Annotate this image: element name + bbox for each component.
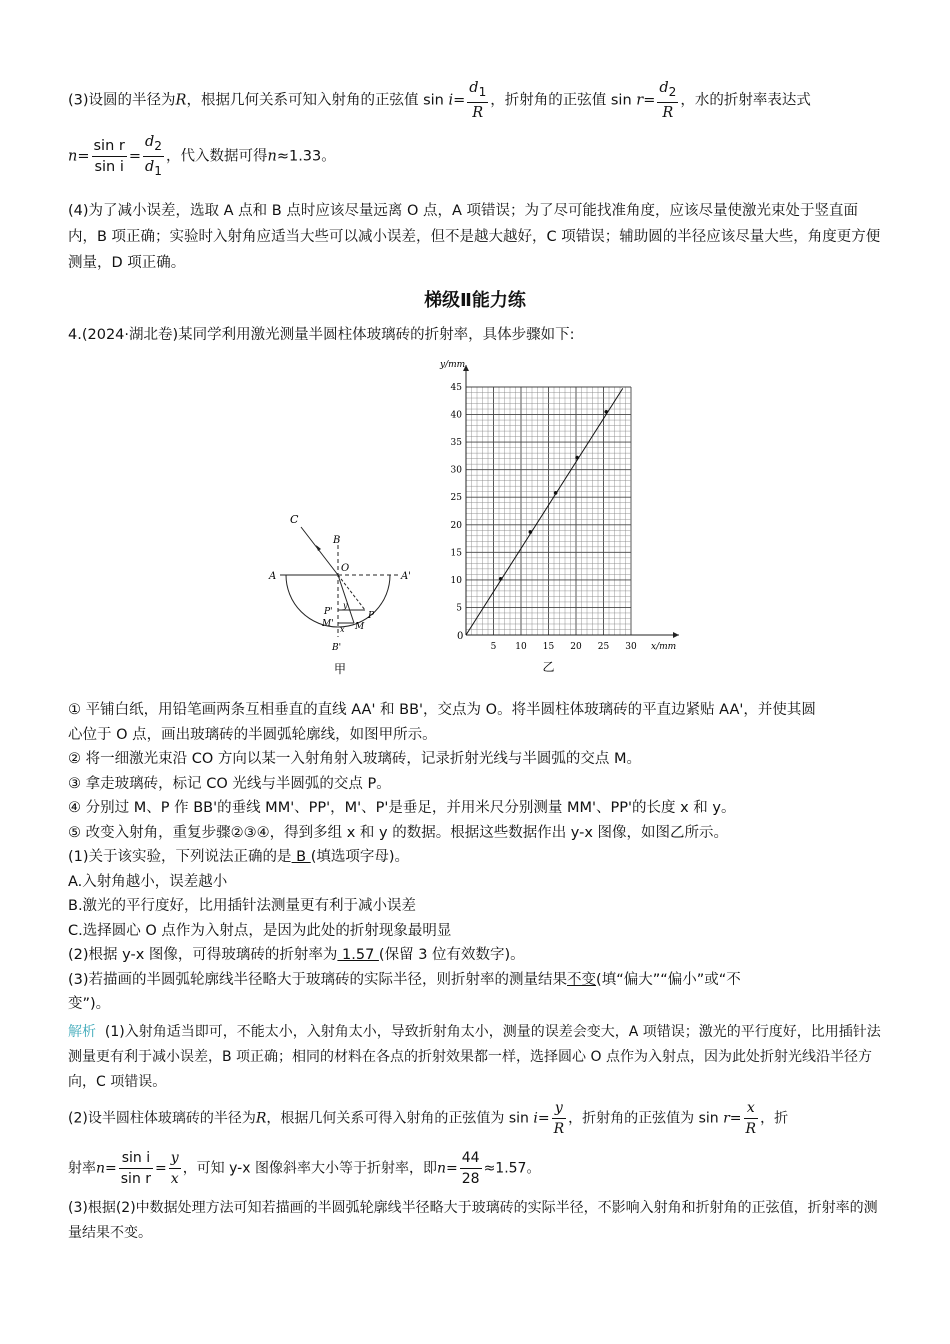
data-point xyxy=(604,410,608,414)
x-tick-label: 30 xyxy=(625,642,637,652)
chart-axes xyxy=(463,365,679,638)
refracted-ray-OM xyxy=(338,575,354,623)
x-tick-label: 15 xyxy=(542,642,555,652)
x-tick-label: 25 xyxy=(597,642,610,652)
step-4: ④ 分别过 M、P 作 BB'的垂线 MM'、PP'，M'、P'是垂足，并用米尺分别测量 MM'、PP'的长度 x 和 y。 xyxy=(68,800,736,816)
y-tick-label: 20 xyxy=(450,520,462,531)
fraction-d2-d1: $\frac{d_2}{d_1}$ xyxy=(145,134,162,178)
chart-y-axis-label: y/mm xyxy=(440,360,466,370)
question-2: (2)根据 y-x 图像，可得玻璃砖的折射率为 1.57 (保留 3 位有效数字)。 xyxy=(68,947,525,963)
data-point xyxy=(529,530,533,534)
label-M-prime: M' xyxy=(322,619,334,629)
figure-jia xyxy=(258,505,428,680)
label-P: P xyxy=(368,611,375,621)
prev-solution-3-line1: (3)设圆的半径为R，根据几何关系可知入射角的正弦值 sin i= $\frac{d_1}{R}$ ，折射角的正弦值 sin r= $\frac{d_2}{R}$ ，水的折射率表达式 xyxy=(68,80,811,121)
steps-list xyxy=(68,698,883,1017)
label-M: M xyxy=(355,622,365,632)
analysis-label: 解析 xyxy=(68,1024,96,1040)
question-3-cont: 变”)。 xyxy=(68,996,111,1012)
chart-grid xyxy=(466,387,631,635)
label-B-prime: B' xyxy=(332,643,342,653)
chart-origin-label: 0 xyxy=(457,631,464,642)
step-2: ② 将一细激光束沿 CO 方向以某一入射角射入玻璃砖，记录折射光线与半圆弧的交点 M。 xyxy=(68,751,641,767)
answer-3: 不变 xyxy=(567,971,597,988)
question-3: (3)若描画的半圆弧轮廓线半径略大于玻璃砖的实际半径，则折射率的测量结果不变(填“偏大”“偏小”或“不 xyxy=(68,971,741,988)
question-1: (1)关于该实验，下列说法正确的是 B (填选项字母)。 xyxy=(68,849,410,865)
x-tick-label: 10 xyxy=(515,642,527,652)
y-tick-label: 40 xyxy=(450,410,462,421)
analysis-part-1: 解析 (1)入射角适当即可，不能太小，入射角太小，导致折射角太小，测量的误差会变大，A 项错误；激光的平行度好，比用插针法测量更有利于减小误差，B 项正确；相同的材料在各点的折射效果都一样，选择圆心 O 点作为入射点，因为此处折射光线沿半径方向，C 项错误。 xyxy=(68,1024,881,1090)
fraction-d1-R: $\frac{d_1}{R}$ xyxy=(469,80,487,121)
y-tick-label: 45 xyxy=(450,383,462,393)
step-5: ⑤ 改变入射角，重复步骤②③④，得到多组 x 和 y 的数据。根据这些数据作出 y-x 图像，如图乙所示。 xyxy=(68,824,729,841)
data-point xyxy=(575,456,579,460)
step-1-line1: ① 平铺白纸，用铅笔画两条互相垂直的直线 AA' 和 BB'，交点为 O。将半圆柱体玻璃砖的平直边紧贴 AA'，并使其圆 xyxy=(68,702,816,718)
label-A-prime: A' xyxy=(401,571,411,582)
option-a: A.入射角越小，误差越小 xyxy=(68,873,228,890)
question-4-intro: 4.(2024·湖北卷)某同学利用激光测量半圆柱体玻璃砖的折射率，具体步骤如下: xyxy=(68,327,575,343)
fraction-d2-R: $\frac{d_2}{R}$ xyxy=(659,80,677,121)
option-c: C.选择圆心 O 点作为入射点，是因为此处的折射现象最明显 xyxy=(68,922,452,939)
x-tick-label: 5 xyxy=(490,642,497,652)
chart-points xyxy=(499,410,608,581)
x-axis-arrow-icon xyxy=(673,632,679,638)
caption-jia: 甲 xyxy=(334,662,347,676)
label-B: B xyxy=(333,535,341,546)
answer-1: B xyxy=(291,849,311,865)
label-P-prime: P' xyxy=(324,607,333,617)
y-tick-label: 30 xyxy=(450,465,462,476)
chart-x-axis-label: x/mm xyxy=(651,642,677,652)
caption-yi: 乙 xyxy=(542,660,555,674)
figure-yi-chart xyxy=(428,352,693,682)
data-point xyxy=(499,577,503,581)
y-tick-label: 35 xyxy=(450,438,462,449)
y-tick-label: 10 xyxy=(450,575,462,586)
x-tick-label: 20 xyxy=(570,642,582,652)
y-tick-label: 25 xyxy=(450,493,462,504)
section-heading: 梯级Ⅱ能力练 xyxy=(424,290,526,311)
prev-solution-4: (4)为了减小误差，选取 A 点和 B 点时应该尽量远离 O 点，A 项错误；为了尽可能找准角度，应该尽量使激光束处于竖直面内，B 项正确；实验时入射角应适当大些可以减小误差，但不是越大越好，C 项错误；辅助圆的半径应该尽量大些，角度更方便测量，D 项正确。 xyxy=(68,203,881,271)
label-A: A xyxy=(269,571,277,582)
label-y: y xyxy=(343,601,348,610)
prev-solution-3-line2: n= $\frac{\text{sin r}}{\text{sin i}}$ = $\frac{d_2}{d_1}$ ，代入数据可得n≈1.33。 xyxy=(68,132,883,181)
analysis-part-2-line1: (2)设半圆柱体玻璃砖的半径为R，根据几何关系可得入射角的正弦值为 sin i= $\frac{y}{R}$ ，折射角的正弦值为 sin r= $\frac{x}{R}$ ，折 xyxy=(68,1100,789,1137)
answer-2: 1.57 xyxy=(337,947,379,963)
analysis-part-2-line2: 射率n= $\frac{\text{sin i}}{\text{sin r}}$ = $\frac{y}{x}$ ，可知 y-x 图像斜率大小等于折射率，即n= $\frac{44}{28}$ ≈1.57。 xyxy=(68,1150,541,1187)
analysis-part-3: (3)根据(2)中数据处理方法可知若描画的半圆弧轮廓线半径略大于玻璃砖的实际半径，不影响入射角和折射角的正弦值，折射率的测量结果不变。 xyxy=(68,1200,878,1241)
option-b: B.激光的平行度好，比用插针法测量更有利于减小误差 xyxy=(68,898,417,914)
label-x: x xyxy=(340,625,345,634)
step-3: ③ 拿走玻璃砖，标记 CO 光线与半圆弧的交点 P。 xyxy=(68,775,391,792)
label-O: O xyxy=(341,563,350,574)
data-point xyxy=(554,491,558,495)
label-C: C xyxy=(290,513,299,526)
y-tick-label: 5 xyxy=(456,603,462,614)
step-1-line2: 心位于 O 点，画出玻璃砖的半圆弧轮廓线，如图甲所示。 xyxy=(68,726,437,743)
fraction-sinr-sini: $\frac{\text{sin r}}{\text{sin i}}$ xyxy=(93,137,125,175)
y-tick-label: 15 xyxy=(450,548,462,559)
